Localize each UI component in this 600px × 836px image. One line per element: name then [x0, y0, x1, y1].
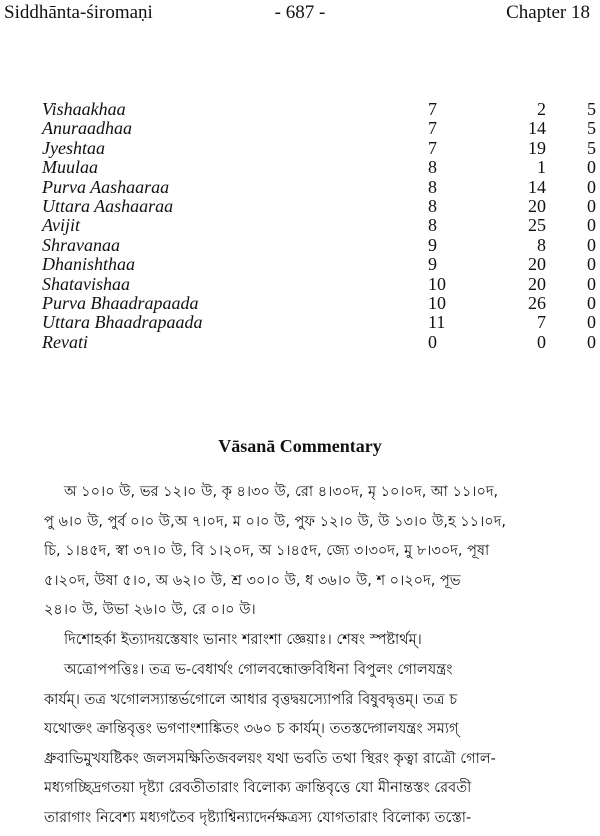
text-line: যথোক্তং ক্রান্তিবৃত্তং ভগণাংশাঙ্কিতং ৩৬০ চ কার্যম্। ততস্তদ্গোলযন্ত্রং সম্যগ্ — [44, 721, 459, 738]
chapter-label: Chapter 18 — [506, 2, 590, 23]
value-col-1: 7 — [428, 137, 437, 158]
nakshatra-name: Muulaa — [42, 157, 98, 178]
value-col-3: 0 — [587, 196, 596, 217]
value-col-2: 0 — [537, 331, 546, 352]
nakshatra-name: Anuraadhaa — [42, 118, 132, 139]
value-col-1: 8 — [428, 215, 437, 236]
value-col-3: 5 — [587, 99, 596, 119]
value-col-2: 14 — [528, 118, 546, 139]
text-line: পু ৬।০ উ, পুর্ব ০।০ উ,অ ৭।০দ, ম ০।০ উ, পুফ ১২।০ উ, উ ১৩।০ উ,হ ১১।০দ, — [44, 513, 506, 530]
value-col-2: 26 — [528, 293, 546, 314]
nakshatra-name: Vishaakhaa — [42, 99, 126, 119]
table-row — [42, 119, 596, 138]
value-col-3: 0 — [587, 215, 596, 236]
value-col-3: 0 — [587, 293, 596, 314]
value-col-1: 8 — [428, 176, 437, 197]
value-col-3: 0 — [587, 157, 596, 178]
text-line: চি, ১।৪৫দ, স্বা ৩৭।০ উ, বি ১।২০দ, অ ১।৪৫দ, জ্যে ৩।৩০দ, মু ৮।৩০দ, পূষা — [44, 543, 490, 560]
table-row — [42, 275, 596, 294]
value-col-3: 0 — [587, 312, 596, 333]
text-line: ৫।২০দ, উষা ৫।০, অ ৬২।০ উ, শ্র ৩০।০ উ, ধ ৩৬।০ উ, শ ০।২০দ, পূভ — [44, 572, 461, 589]
section-title: Vāsanā Commentary — [218, 436, 382, 456]
nakshatra-name: Shravanaa — [42, 234, 120, 255]
table-row — [42, 178, 596, 197]
table-row — [42, 197, 596, 216]
value-col-2: 20 — [528, 196, 546, 217]
text-line: কার্যম্। তত্র খগোলস্যান্তর্ভগোলে আধার বৃত্তদ্বয়স্যোপরি বিষুবদ্বৃত্তম্। তত্র চ — [44, 691, 458, 708]
table-row — [42, 313, 596, 332]
value-col-2: 14 — [528, 176, 546, 197]
table-row — [42, 333, 596, 352]
value-col-3: 0 — [587, 234, 596, 255]
text-line: দিশোহর্কা ইত্যাদয়স্তেষাং ভানাং শরাংশা জ্ঞেয়াঃ। শেষং স্পষ্টার্থম্। — [64, 632, 422, 648]
table-row — [42, 158, 596, 177]
value-col-2: 1 — [537, 157, 546, 178]
value-col-2: 8 — [537, 234, 546, 255]
text-line: ২৪।০ উ, উভা ২৬।০ উ, রে ০।০ উ। — [44, 602, 256, 619]
value-col-2: 20 — [528, 254, 546, 275]
commentary-paragraph-3 — [44, 656, 596, 834]
text-line: ধ্রুবাভিমুখযষ্টিকং জলসমক্ষিতিজবলয়ং যথা ভবতি তথা স্থিরং কৃত্বা রাত্রৌ গোল- — [44, 750, 496, 767]
value-col-3: 5 — [587, 137, 596, 158]
running-header-left: Siddhānta-śiromaṇi — [4, 2, 153, 23]
commentary-paragraph-2 — [44, 626, 596, 656]
nakshatra-name: Uttara Aashaaraa — [42, 196, 174, 217]
value-col-3: 5 — [587, 118, 596, 139]
text-line: মধ্যগচ্ছিদ্রগতয়া দৃষ্ট্যা রেবতীতারাং বিলোক্য ক্রান্তিবৃত্তে যো মীনান্তস্তং রেবতী — [44, 780, 472, 797]
nakshatra-table — [42, 100, 596, 352]
value-col-1: 9 — [428, 234, 437, 255]
nakshatra-name: Revati — [42, 331, 88, 352]
table-row — [42, 294, 596, 313]
value-col-1: 7 — [428, 99, 437, 119]
nakshatra-name: Avijit — [42, 215, 80, 236]
nakshatra-name: Uttara Bhaadrapaada — [42, 312, 203, 333]
value-col-1: 10 — [428, 273, 446, 294]
text-line: তারাগাং নিবেশ্য মধ্যগতৈব দৃষ্ট্যাশ্বিন্যাদের্নক্ষত্রস্য যোগতারাং বিলোক্য তস্তো- — [44, 809, 472, 826]
text-line: অত্রোপপত্তিঃ। তত্র ভ-বেধার্থং গোলবন্ধোক্তবিধিনা বিপুলং গোলযন্ত্রং — [64, 662, 453, 678]
commentary-paragraph-1 — [44, 478, 596, 626]
value-col-1: 11 — [428, 312, 446, 333]
nakshatra-name: Shatavishaa — [42, 273, 130, 294]
value-col-3: 0 — [587, 331, 596, 352]
value-col-1: 0 — [428, 331, 437, 352]
value-col-2: 7 — [537, 312, 546, 333]
table-row — [42, 236, 596, 255]
value-col-2: 20 — [528, 273, 546, 294]
value-col-1: 8 — [428, 196, 437, 217]
value-col-1: 10 — [428, 293, 446, 314]
value-col-2: 2 — [537, 99, 546, 119]
value-col-1: 9 — [428, 254, 437, 275]
nakshatra-name: Purva Bhaadrapaada — [42, 293, 199, 314]
nakshatra-name: Dhanishthaa — [42, 254, 136, 275]
table-row — [42, 255, 596, 274]
nakshatra-name: Purva Aashaaraa — [42, 176, 170, 197]
value-col-1: 8 — [428, 157, 437, 178]
table-row — [42, 216, 596, 235]
value-col-2: 25 — [528, 215, 546, 236]
value-col-3: 0 — [587, 176, 596, 197]
table-row — [42, 139, 596, 158]
page-number: - 687 - — [274, 2, 326, 23]
table-row — [42, 100, 596, 119]
nakshatra-name: Jyeshtaa — [42, 137, 105, 158]
value-col-3: 0 — [587, 254, 596, 275]
value-col-2: 19 — [528, 137, 546, 158]
text-line: অ ১০।০ উ, ভর ১২।০ উ, কৃ ৪।৩০ উ, রো ৪।৩০দ, মৃ ১০।০দ, আ ১১।০দ, — [64, 484, 499, 500]
value-col-3: 0 — [587, 273, 596, 294]
value-col-1: 7 — [428, 118, 437, 139]
